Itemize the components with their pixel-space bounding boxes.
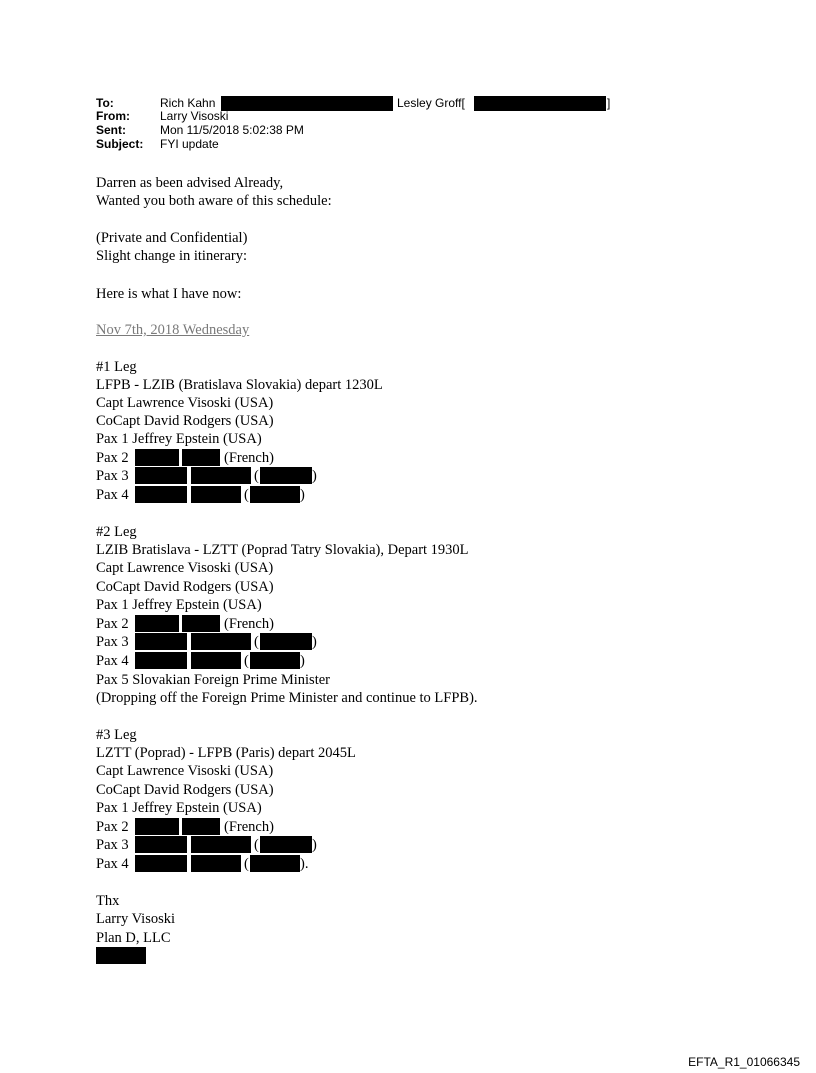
redaction-box <box>135 855 187 872</box>
paren-open: ( <box>254 468 259 484</box>
leg-pax-2: Pax 2 <box>96 819 129 835</box>
intro-line: (Private and Confidential) <box>96 230 248 246</box>
sent-label: Sent: <box>96 123 126 137</box>
paren-open: ( <box>254 837 259 853</box>
to-close-bracket: ] <box>607 96 611 110</box>
redaction-box <box>250 652 300 669</box>
redaction-box <box>191 855 241 872</box>
to-recipient-2: Lesley Groff[ <box>397 96 465 110</box>
redaction-box <box>135 633 187 650</box>
paren-open: ( <box>244 856 249 872</box>
leg-pax-2: Pax 2 <box>96 450 129 466</box>
leg-pax-3: Pax 3 <box>96 634 129 650</box>
redaction-box <box>135 836 187 853</box>
signature-line: Plan D, LLC <box>96 930 171 946</box>
leg-captain: Capt Lawrence Visoski (USA) <box>96 560 274 576</box>
paren-close: ) <box>312 468 317 484</box>
leg-title: #1 Leg <box>96 359 137 375</box>
leg-pax-4: Pax 4 <box>96 487 129 503</box>
paren-open: ( <box>244 487 249 503</box>
redaction-box <box>221 96 393 111</box>
redaction-box <box>135 486 187 503</box>
leg-pax-2-note: (French) <box>224 819 274 835</box>
paren-open: ( <box>244 653 249 669</box>
redaction-box <box>191 652 241 669</box>
leg-pax-5: Pax 5 Slovakian Foreign Prime Minister <box>96 672 330 688</box>
redaction-box <box>191 486 241 503</box>
redaction-box <box>135 652 187 669</box>
leg-pax-4: Pax 4 <box>96 653 129 669</box>
leg-pax-4-end: ) <box>300 653 305 669</box>
sent-value: Mon 11/5/2018 5:02:38 PM <box>160 123 304 137</box>
leg-pax-2: Pax 2 <box>96 616 129 632</box>
leg-pax-3: Pax 3 <box>96 468 129 484</box>
redaction-box <box>474 96 606 111</box>
to-label: To: <box>96 96 114 110</box>
redaction-box <box>191 633 251 650</box>
leg-pax-2-note: (French) <box>224 450 274 466</box>
intro-line: Darren as been advised Already, <box>96 175 284 191</box>
signature-line: Thx <box>96 893 120 909</box>
leg-route: LZIB Bratislava - LZTT (Poprad Tatry Slovakia), Depart 1930L <box>96 542 469 558</box>
redaction-box <box>182 449 220 466</box>
date-link[interactable]: Nov 7th, 2018 Wednesday <box>96 322 250 338</box>
signature-line: Larry Visoski <box>96 911 176 927</box>
leg-route: LFPB - LZIB (Bratislava Slovakia) depart 1230L <box>96 377 383 393</box>
redaction-box <box>260 467 312 484</box>
from-label: From: <box>96 109 130 123</box>
leg-pax-2-note: (French) <box>224 616 274 632</box>
redaction-box <box>260 633 312 650</box>
redaction-box <box>135 615 179 632</box>
document-id: EFTA_R1_01066345 <box>688 1055 800 1069</box>
leg-note: (Dropping off the Foreign Prime Minister and continue to LFPB). <box>96 690 478 706</box>
redaction-box <box>250 855 300 872</box>
redaction-box <box>260 836 312 853</box>
redaction-box <box>135 449 179 466</box>
subject-label: Subject: <box>96 137 144 151</box>
leg-title: #3 Leg <box>96 727 137 743</box>
leg-pax-3: Pax 3 <box>96 837 129 853</box>
leg-cocaptain: CoCapt David Rodgers (USA) <box>96 413 274 429</box>
intro-line: Wanted you both aware of this schedule: <box>96 193 332 209</box>
leg-pax-4: Pax 4 <box>96 856 129 872</box>
redaction-box <box>182 615 220 632</box>
redaction-box <box>250 486 300 503</box>
leg-pax-4-end: ) <box>300 487 305 503</box>
leg-captain: Capt Lawrence Visoski (USA) <box>96 395 274 411</box>
redaction-box <box>182 818 220 835</box>
from-value: Larry Visoski <box>160 109 229 123</box>
redaction-box <box>96 947 146 964</box>
to-recipient-1: Rich Kahn <box>160 96 216 110</box>
leg-pax-4-end: ). <box>300 856 309 872</box>
redaction-box <box>191 836 251 853</box>
leg-pax-1: Pax 1 Jeffrey Epstein (USA) <box>96 800 262 816</box>
leg-route: LZTT (Poprad) - LFPB (Paris) depart 2045L <box>96 745 356 761</box>
leg-pax-1: Pax 1 Jeffrey Epstein (USA) <box>96 431 262 447</box>
intro-line: Here is what I have now: <box>96 286 242 302</box>
leg-title: #2 Leg <box>96 524 137 540</box>
intro-line: Slight change in itinerary: <box>96 248 248 264</box>
paren-close: ) <box>312 634 317 650</box>
paren-close: ) <box>312 837 317 853</box>
leg-captain: Capt Lawrence Visoski (USA) <box>96 763 274 779</box>
subject-value: FYI update <box>160 137 219 151</box>
redaction-box <box>191 467 251 484</box>
leg-pax-1: Pax 1 Jeffrey Epstein (USA) <box>96 597 262 613</box>
redaction-box <box>135 467 187 484</box>
redaction-box <box>135 818 179 835</box>
leg-cocaptain: CoCapt David Rodgers (USA) <box>96 782 274 798</box>
leg-cocaptain: CoCapt David Rodgers (USA) <box>96 579 274 595</box>
paren-open: ( <box>254 634 259 650</box>
